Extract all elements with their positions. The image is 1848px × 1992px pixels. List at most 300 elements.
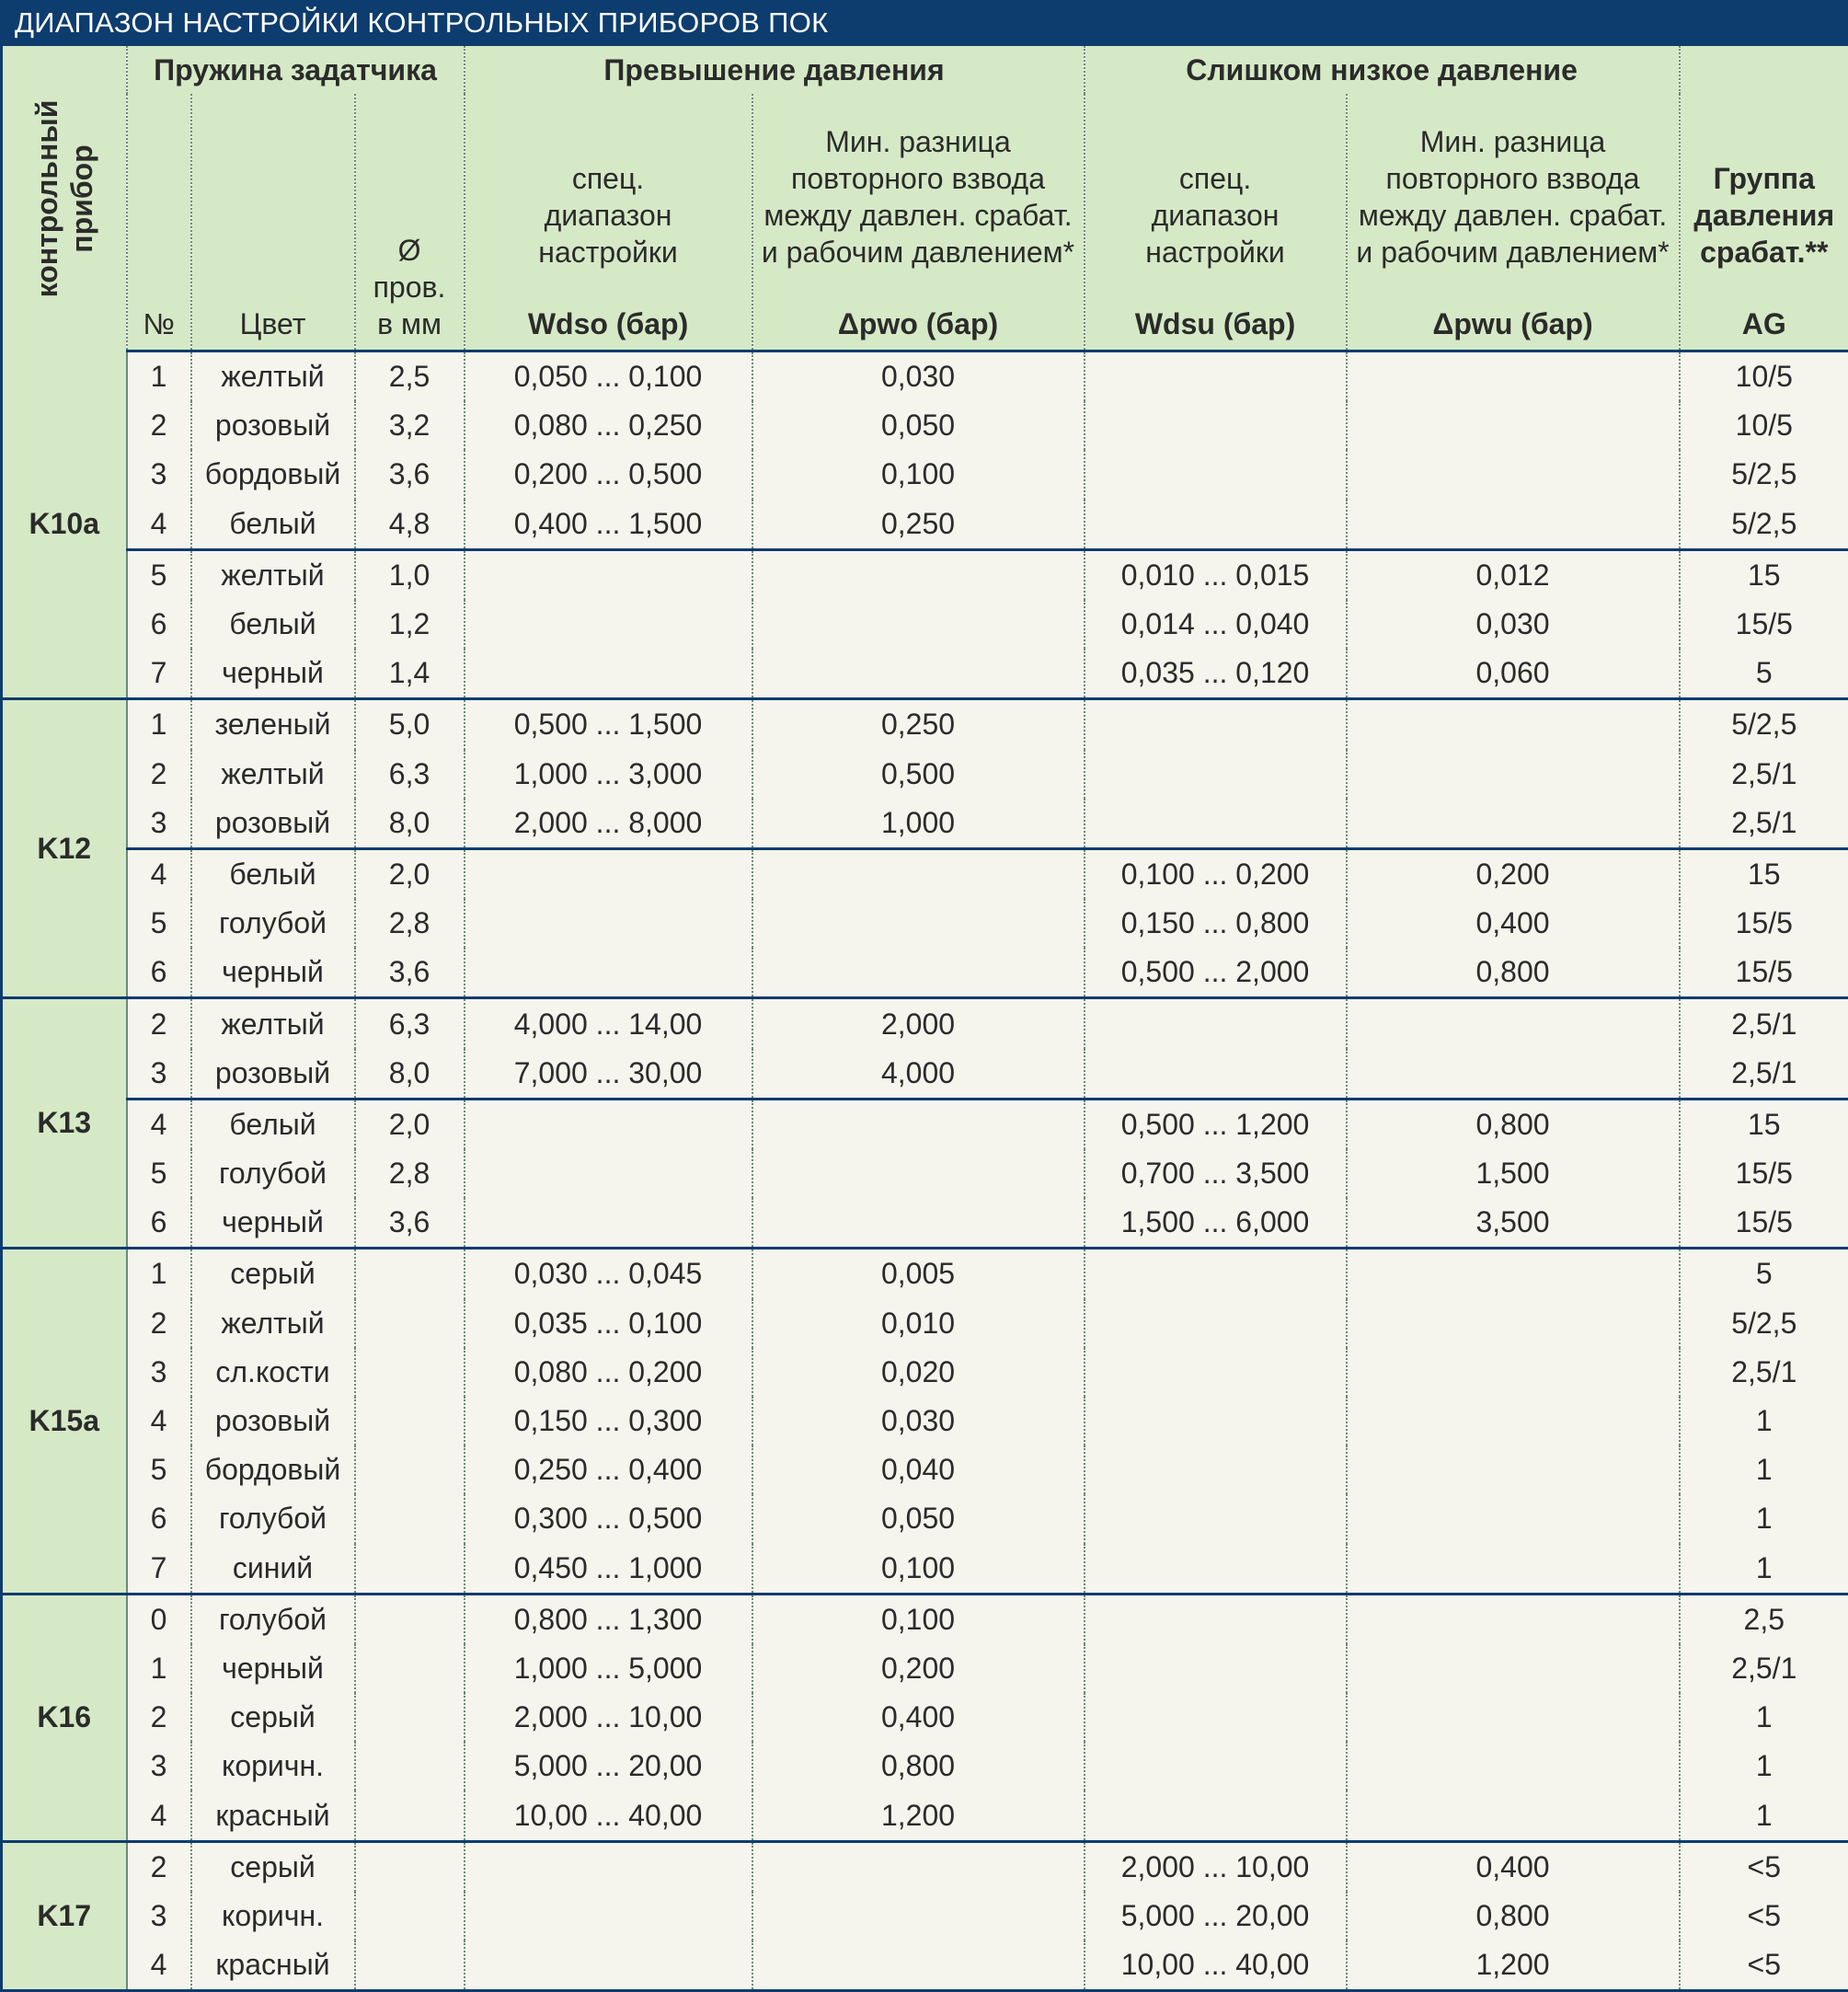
table-row (2, 899, 1848, 948)
diff-under-cell: 0,800 (1347, 1099, 1680, 1149)
ag-cell: <5 (1680, 1892, 1848, 1940)
ag-cell: 1 (1680, 1397, 1848, 1445)
diff-under-cell: 0,400 (1347, 1841, 1680, 1892)
color-cell: серый (191, 1249, 355, 1299)
diameter-cell: 1,0 (355, 549, 465, 600)
range-under-cell (1085, 1397, 1347, 1445)
ag-cell: 5/2,5 (1680, 500, 1848, 550)
diameter-cell: 3,6 (355, 948, 465, 998)
diameter-cell: 4,8 (355, 500, 465, 550)
num-cell: 6 (127, 948, 191, 998)
diff-over-cell: 0,050 (752, 1494, 1085, 1543)
range-over-unit: Wdso (бар) (465, 305, 752, 342)
device-cell: K16 (2, 1594, 127, 1841)
diff-over-cell: 0,100 (752, 1544, 1085, 1595)
num-cell: 2 (127, 401, 191, 450)
diff-over-cell: 4,000 (752, 1049, 1085, 1100)
range-over-cell: 0,400 ... 1,500 (465, 500, 752, 550)
diameter-cell: 2,8 (355, 1149, 465, 1198)
range-over-cell (465, 1149, 752, 1198)
ag-cell: 5 (1680, 649, 1848, 699)
table-row (2, 351, 1848, 402)
table-row (2, 1299, 1848, 1348)
num-cell: 5 (127, 899, 191, 948)
diameter-cell: 6,3 (355, 998, 465, 1049)
diameter-cell (355, 1790, 465, 1841)
table-row (2, 1693, 1848, 1742)
range-over-cell: 0,150 ... 0,300 (465, 1397, 752, 1445)
ag-cell: 15/5 (1680, 1149, 1848, 1198)
device-cell: K17 (2, 1841, 127, 1991)
diameter-cell (355, 1644, 465, 1693)
range-under-unit: Wdsu (бар) (1085, 305, 1346, 342)
diff-over-header (752, 94, 1085, 351)
diameter-cell (355, 1742, 465, 1790)
table-row (2, 1249, 1848, 1299)
table-row (2, 1644, 1848, 1693)
range-under-cell: 0,700 ... 3,500 (1085, 1149, 1347, 1198)
num-cell: 1 (127, 1644, 191, 1693)
table-row (2, 1594, 1848, 1644)
diff-under-cell (1347, 1445, 1680, 1494)
num-cell: 4 (127, 1940, 191, 1991)
range-under-cell (1085, 1693, 1347, 1742)
ag-cell: 1 (1680, 1544, 1848, 1595)
ag-cell: 5 (1680, 1249, 1848, 1299)
diff-under-cell (1347, 1544, 1680, 1595)
device-cell: K10a (2, 351, 127, 699)
color-cell: черный (191, 649, 355, 699)
color-cell: розовый (191, 799, 355, 849)
diff-over-cell (752, 649, 1085, 699)
range-under-line3: настройки (1145, 236, 1284, 269)
diff-under-cell (1347, 998, 1680, 1049)
diff-over-cell (752, 848, 1085, 899)
ag-cell: 1 (1680, 1494, 1848, 1543)
table-row (2, 1742, 1848, 1790)
diff-over-line3: между давлен. срабат. (763, 199, 1072, 232)
range-under-cell: 2,000 ... 10,00 (1085, 1841, 1347, 1892)
range-over-cell (465, 1892, 752, 1940)
diff-over-cell (752, 1841, 1085, 1892)
num-cell: 6 (127, 1198, 191, 1249)
num-cell: 2 (127, 1693, 191, 1742)
color-cell: коричн. (191, 1742, 355, 1790)
color-cell: черный (191, 1644, 355, 1693)
ag-cell: 1 (1680, 1790, 1848, 1841)
range-under-cell (1085, 1494, 1347, 1543)
table-row (2, 1348, 1848, 1397)
color-cell: серый (191, 1693, 355, 1742)
range-over-cell: 0,200 ... 0,500 (465, 450, 752, 499)
diff-over-cell: 0,040 (752, 1445, 1085, 1494)
diff-under-cell (1347, 500, 1680, 550)
ag-cell: 2,5/1 (1680, 1049, 1848, 1100)
range-under-cell (1085, 750, 1347, 799)
range-over-cell (465, 1198, 752, 1249)
table-row (2, 1049, 1848, 1100)
color-cell: голубой (191, 1149, 355, 1198)
num-cell: 4 (127, 1397, 191, 1445)
diff-under-cell: 0,800 (1347, 948, 1680, 998)
diff-over-cell (752, 948, 1085, 998)
range-over-cell (465, 1099, 752, 1149)
num-cell: 5 (127, 1445, 191, 1494)
diff-over-line1: Мин. разница (825, 125, 1011, 158)
diameter-cell (355, 1397, 465, 1445)
diameter-cell (355, 1940, 465, 1991)
range-under-cell (1085, 799, 1347, 849)
diff-under-cell: 0,012 (1347, 549, 1680, 600)
diameter-cell (355, 1892, 465, 1940)
diff-under-cell (1347, 799, 1680, 849)
diff-under-cell (1347, 1348, 1680, 1397)
num-cell: 2 (127, 1841, 191, 1892)
diff-under-cell: 0,030 (1347, 600, 1680, 649)
color-cell: желтый (191, 750, 355, 799)
table-row (2, 1544, 1848, 1595)
num-cell: 0 (127, 1594, 191, 1644)
range-over-cell: 2,000 ... 10,00 (465, 1693, 752, 1742)
table-row (2, 750, 1848, 799)
diff-over-cell (752, 600, 1085, 649)
table-row (2, 450, 1848, 499)
ag-cell: 15/5 (1680, 600, 1848, 649)
range-under-cell (1085, 1644, 1347, 1693)
ag-cell: 2,5/1 (1680, 799, 1848, 849)
num-cell: 3 (127, 1742, 191, 1790)
diff-over-cell: 0,010 (752, 1299, 1085, 1348)
range-over-cell: 0,300 ... 0,500 (465, 1494, 752, 1543)
table-row (2, 848, 1848, 899)
diameter-cell (355, 1494, 465, 1543)
num-cell: 4 (127, 848, 191, 899)
color-cell: голубой (191, 899, 355, 948)
num-cell: 4 (127, 1099, 191, 1149)
color-cell: сл.кости (191, 1348, 355, 1397)
num-cell: 1 (127, 1249, 191, 1299)
range-under-cell: 1,500 ... 6,000 (1085, 1198, 1347, 1249)
table-row (2, 500, 1848, 550)
range-under-cell: 0,500 ... 1,200 (1085, 1099, 1347, 1149)
diff-over-cell: 0,100 (752, 450, 1085, 499)
diameter-cell (355, 1544, 465, 1595)
table-row (2, 1892, 1848, 1940)
table-row (2, 1494, 1848, 1543)
color-cell: черный (191, 1198, 355, 1249)
ag-unit: AG (1681, 305, 1848, 342)
diff-under-cell (1347, 1249, 1680, 1299)
range-over-cell: 0,080 ... 0,250 (465, 401, 752, 450)
under-pressure-group-header: Слишком низкое давление (1085, 46, 1680, 94)
ag-cell: 5/2,5 (1680, 450, 1848, 499)
diff-over-cell (752, 899, 1085, 948)
diameter-cell (355, 1348, 465, 1397)
range-under-cell (1085, 450, 1347, 499)
ag-cell: 10/5 (1680, 351, 1848, 402)
diff-under-cell (1347, 1742, 1680, 1790)
color-cell: белый (191, 500, 355, 550)
num-cell: 3 (127, 1049, 191, 1100)
range-under-cell: 0,500 ... 2,000 (1085, 948, 1347, 998)
diff-over-cell: 0,050 (752, 401, 1085, 450)
table-body (2, 351, 1848, 1991)
device-header-line2: прибор (65, 144, 98, 252)
range-under-cell (1085, 1049, 1347, 1100)
diff-under-cell (1347, 1790, 1680, 1841)
color-cell: голубой (191, 1494, 355, 1543)
color-cell: розовый (191, 1397, 355, 1445)
color-cell: бордовый (191, 1445, 355, 1494)
range-over-cell: 2,000 ... 8,000 (465, 799, 752, 849)
range-over-cell: 0,800 ... 1,300 (465, 1594, 752, 1644)
ag-cell: 15 (1680, 549, 1848, 600)
table-row (2, 1445, 1848, 1494)
diff-over-cell: 0,250 (752, 699, 1085, 750)
range-over-cell: 0,250 ... 0,400 (465, 1445, 752, 1494)
range-over-cell: 0,035 ... 0,100 (465, 1299, 752, 1348)
diameter-cell (355, 1445, 465, 1494)
diameter-cell: 3,6 (355, 450, 465, 499)
range-under-line1: спец. (1179, 162, 1251, 195)
color-cell: бордовый (191, 450, 355, 499)
ag-cell: 2,5/1 (1680, 750, 1848, 799)
diff-over-cell: 0,030 (752, 1397, 1085, 1445)
diff-over-unit: Δpwo (бар) (753, 305, 1084, 342)
range-over-cell: 1,000 ... 3,000 (465, 750, 752, 799)
range-over-cell (465, 1841, 752, 1892)
diameter-cell: 8,0 (355, 1049, 465, 1100)
device-cell: K13 (2, 998, 127, 1249)
range-over-cell: 0,080 ... 0,200 (465, 1348, 752, 1397)
range-over-cell (465, 649, 752, 699)
diff-under-header (1347, 94, 1680, 351)
diff-over-cell (752, 549, 1085, 600)
color-cell: голубой (191, 1594, 355, 1644)
range-under-line2: диапазон (1152, 199, 1280, 232)
diff-under-line2: повторного взвода (1386, 162, 1640, 195)
color-cell: коричн. (191, 1892, 355, 1940)
diff-over-cell (752, 1099, 1085, 1149)
color-cell: синий (191, 1544, 355, 1595)
color-cell: серый (191, 1841, 355, 1892)
ag-cell: <5 (1680, 1841, 1848, 1892)
ag-cell: 15 (1680, 848, 1848, 899)
range-over-cell: 4,000 ... 14,00 (465, 998, 752, 1049)
table-row (2, 649, 1848, 699)
range-over-line1: спец. (572, 162, 644, 195)
diameter-cell (355, 1841, 465, 1892)
range-under-cell (1085, 1299, 1347, 1348)
range-under-cell: 0,150 ... 0,800 (1085, 899, 1347, 948)
diff-over-cell: 0,100 (752, 1594, 1085, 1644)
diff-under-cell (1347, 1494, 1680, 1543)
range-under-cell (1085, 1544, 1347, 1595)
ag-cell: 2,5/1 (1680, 1348, 1848, 1397)
range-under-cell: 0,035 ... 0,120 (1085, 649, 1347, 699)
color-cell: желтый (191, 351, 355, 402)
table-row (2, 401, 1848, 450)
ag-cell: 5/2,5 (1680, 1299, 1848, 1348)
diff-over-line2: повторного взвода (791, 162, 1045, 195)
range-over-cell: 0,500 ... 1,500 (465, 699, 752, 750)
diff-over-cell: 0,800 (752, 1742, 1085, 1790)
range-over-cell (465, 899, 752, 948)
num-cell: 5 (127, 549, 191, 600)
table-title: ДИАПАЗОН НАСТРОЙКИ КОНТРОЛЬНЫХ ПРИБОРОВ ПОК (0, 0, 1848, 46)
diameter-cell (355, 1594, 465, 1644)
range-over-cell: 1,000 ... 5,000 (465, 1644, 752, 1693)
range-under-cell (1085, 1445, 1347, 1494)
diameter-cell: 1,4 (355, 649, 465, 699)
device-header-line1: контрольный (30, 99, 63, 297)
diameter-cell: 3,6 (355, 1198, 465, 1249)
num-cell: 3 (127, 799, 191, 849)
diameter-header (355, 94, 465, 351)
ag-cell: 2,5/1 (1680, 1644, 1848, 1693)
diff-over-cell (752, 1198, 1085, 1249)
color-cell: черный (191, 948, 355, 998)
ag-cell: 1 (1680, 1693, 1848, 1742)
table-row (2, 1198, 1848, 1249)
table-row (2, 948, 1848, 998)
num-cell: 3 (127, 1348, 191, 1397)
diff-under-cell: 0,400 (1347, 899, 1680, 948)
range-over-cell: 5,000 ... 20,00 (465, 1742, 752, 1790)
ag-header (1680, 46, 1848, 351)
range-over-cell: 0,050 ... 0,100 (465, 351, 752, 402)
range-under-cell (1085, 1249, 1347, 1299)
range-under-cell (1085, 1348, 1347, 1397)
diameter-header-line2: пров. (373, 271, 446, 304)
diff-under-cell (1347, 401, 1680, 450)
range-over-line3: настройки (538, 236, 677, 269)
diameter-header-line3: в мм (377, 307, 442, 340)
color-cell: желтый (191, 998, 355, 1049)
num-cell: 6 (127, 600, 191, 649)
diff-over-cell (752, 1149, 1085, 1198)
diff-over-cell: 0,400 (752, 1693, 1085, 1742)
range-over-cell: 7,000 ... 30,00 (465, 1049, 752, 1100)
range-over-cell (465, 600, 752, 649)
color-cell: белый (191, 600, 355, 649)
diameter-cell: 5,0 (355, 699, 465, 750)
diameter-cell: 8,0 (355, 799, 465, 849)
diff-over-cell (752, 1892, 1085, 1940)
range-over-cell: 0,030 ... 0,045 (465, 1249, 752, 1299)
color-cell: желтый (191, 1299, 355, 1348)
ag-header-line2: давления (1693, 199, 1834, 232)
diff-under-cell: 0,800 (1347, 1892, 1680, 1940)
ag-cell: 5/2,5 (1680, 699, 1848, 750)
num-cell: 7 (127, 1544, 191, 1595)
diameter-cell (355, 1693, 465, 1742)
num-cell: 2 (127, 998, 191, 1049)
ag-cell: 1 (1680, 1742, 1848, 1790)
over-pressure-group-header: Превышение давления (465, 46, 1085, 94)
diff-over-cell: 0,030 (752, 351, 1085, 402)
diff-under-cell (1347, 351, 1680, 402)
range-under-cell: 10,00 ... 40,00 (1085, 1940, 1347, 1991)
diff-under-cell: 3,500 (1347, 1198, 1680, 1249)
range-over-cell (465, 549, 752, 600)
range-under-cell (1085, 1742, 1347, 1790)
diameter-cell (355, 1299, 465, 1348)
range-under-cell (1085, 401, 1347, 450)
range-over-cell (465, 848, 752, 899)
diff-over-cell: 0,500 (752, 750, 1085, 799)
range-under-cell (1085, 1594, 1347, 1644)
diameter-cell: 1,2 (355, 600, 465, 649)
diff-under-cell (1347, 1049, 1680, 1100)
color-cell: белый (191, 1099, 355, 1149)
ag-cell: 15/5 (1680, 1198, 1848, 1249)
settings-table (0, 46, 1848, 1992)
diameter-cell: 2,0 (355, 1099, 465, 1149)
diff-over-cell: 0,250 (752, 500, 1085, 550)
diff-over-cell: 0,020 (752, 1348, 1085, 1397)
diameter-header-line1: Ø (398, 234, 421, 267)
diff-under-unit: Δpwu (бар) (1348, 305, 1679, 342)
diff-over-line4: и рабочим давлением* (762, 236, 1074, 269)
table-row (2, 1397, 1848, 1445)
device-cell: K12 (2, 699, 127, 998)
color-cell: желтый (191, 549, 355, 600)
color-cell: красный (191, 1790, 355, 1841)
diff-under-cell: 1,500 (1347, 1149, 1680, 1198)
color-cell: зеленый (191, 699, 355, 750)
range-under-cell (1085, 500, 1347, 550)
ag-cell: 10/5 (1680, 401, 1848, 450)
diff-under-cell (1347, 1644, 1680, 1693)
table-row (2, 1099, 1848, 1149)
table-row (2, 1841, 1848, 1892)
num-cell: 1 (127, 699, 191, 750)
diff-under-cell (1347, 699, 1680, 750)
num-cell: 2 (127, 750, 191, 799)
table-row (2, 600, 1848, 649)
color-header: Цвет (191, 94, 355, 351)
range-under-cell (1085, 998, 1347, 1049)
ag-cell: 15 (1680, 1099, 1848, 1149)
diff-over-cell: 1,000 (752, 799, 1085, 849)
diff-under-line1: Мин. разница (1420, 125, 1606, 158)
color-cell: белый (191, 848, 355, 899)
range-over-header (465, 94, 752, 351)
diameter-cell: 2,5 (355, 351, 465, 402)
diff-under-cell (1347, 1299, 1680, 1348)
diff-under-cell (1347, 750, 1680, 799)
range-under-cell (1085, 351, 1347, 402)
num-cell: 3 (127, 1892, 191, 1940)
range-under-cell: 0,100 ... 0,200 (1085, 848, 1347, 899)
device-header (2, 46, 127, 351)
range-under-cell: 5,000 ... 20,00 (1085, 1892, 1347, 1940)
ag-cell: 2,5/1 (1680, 998, 1848, 1049)
diff-over-cell: 0,005 (752, 1249, 1085, 1299)
range-under-header (1085, 94, 1347, 351)
table-row (2, 799, 1848, 849)
num-cell: 3 (127, 450, 191, 499)
range-over-cell (465, 1940, 752, 1991)
num-cell: 2 (127, 1299, 191, 1348)
diff-over-cell: 1,200 (752, 1790, 1085, 1841)
table-row (2, 998, 1848, 1049)
diameter-cell: 3,2 (355, 401, 465, 450)
range-under-cell: 0,010 ... 0,015 (1085, 549, 1347, 600)
num-cell: 7 (127, 649, 191, 699)
diff-under-line4: и рабочим давлением* (1356, 236, 1669, 269)
